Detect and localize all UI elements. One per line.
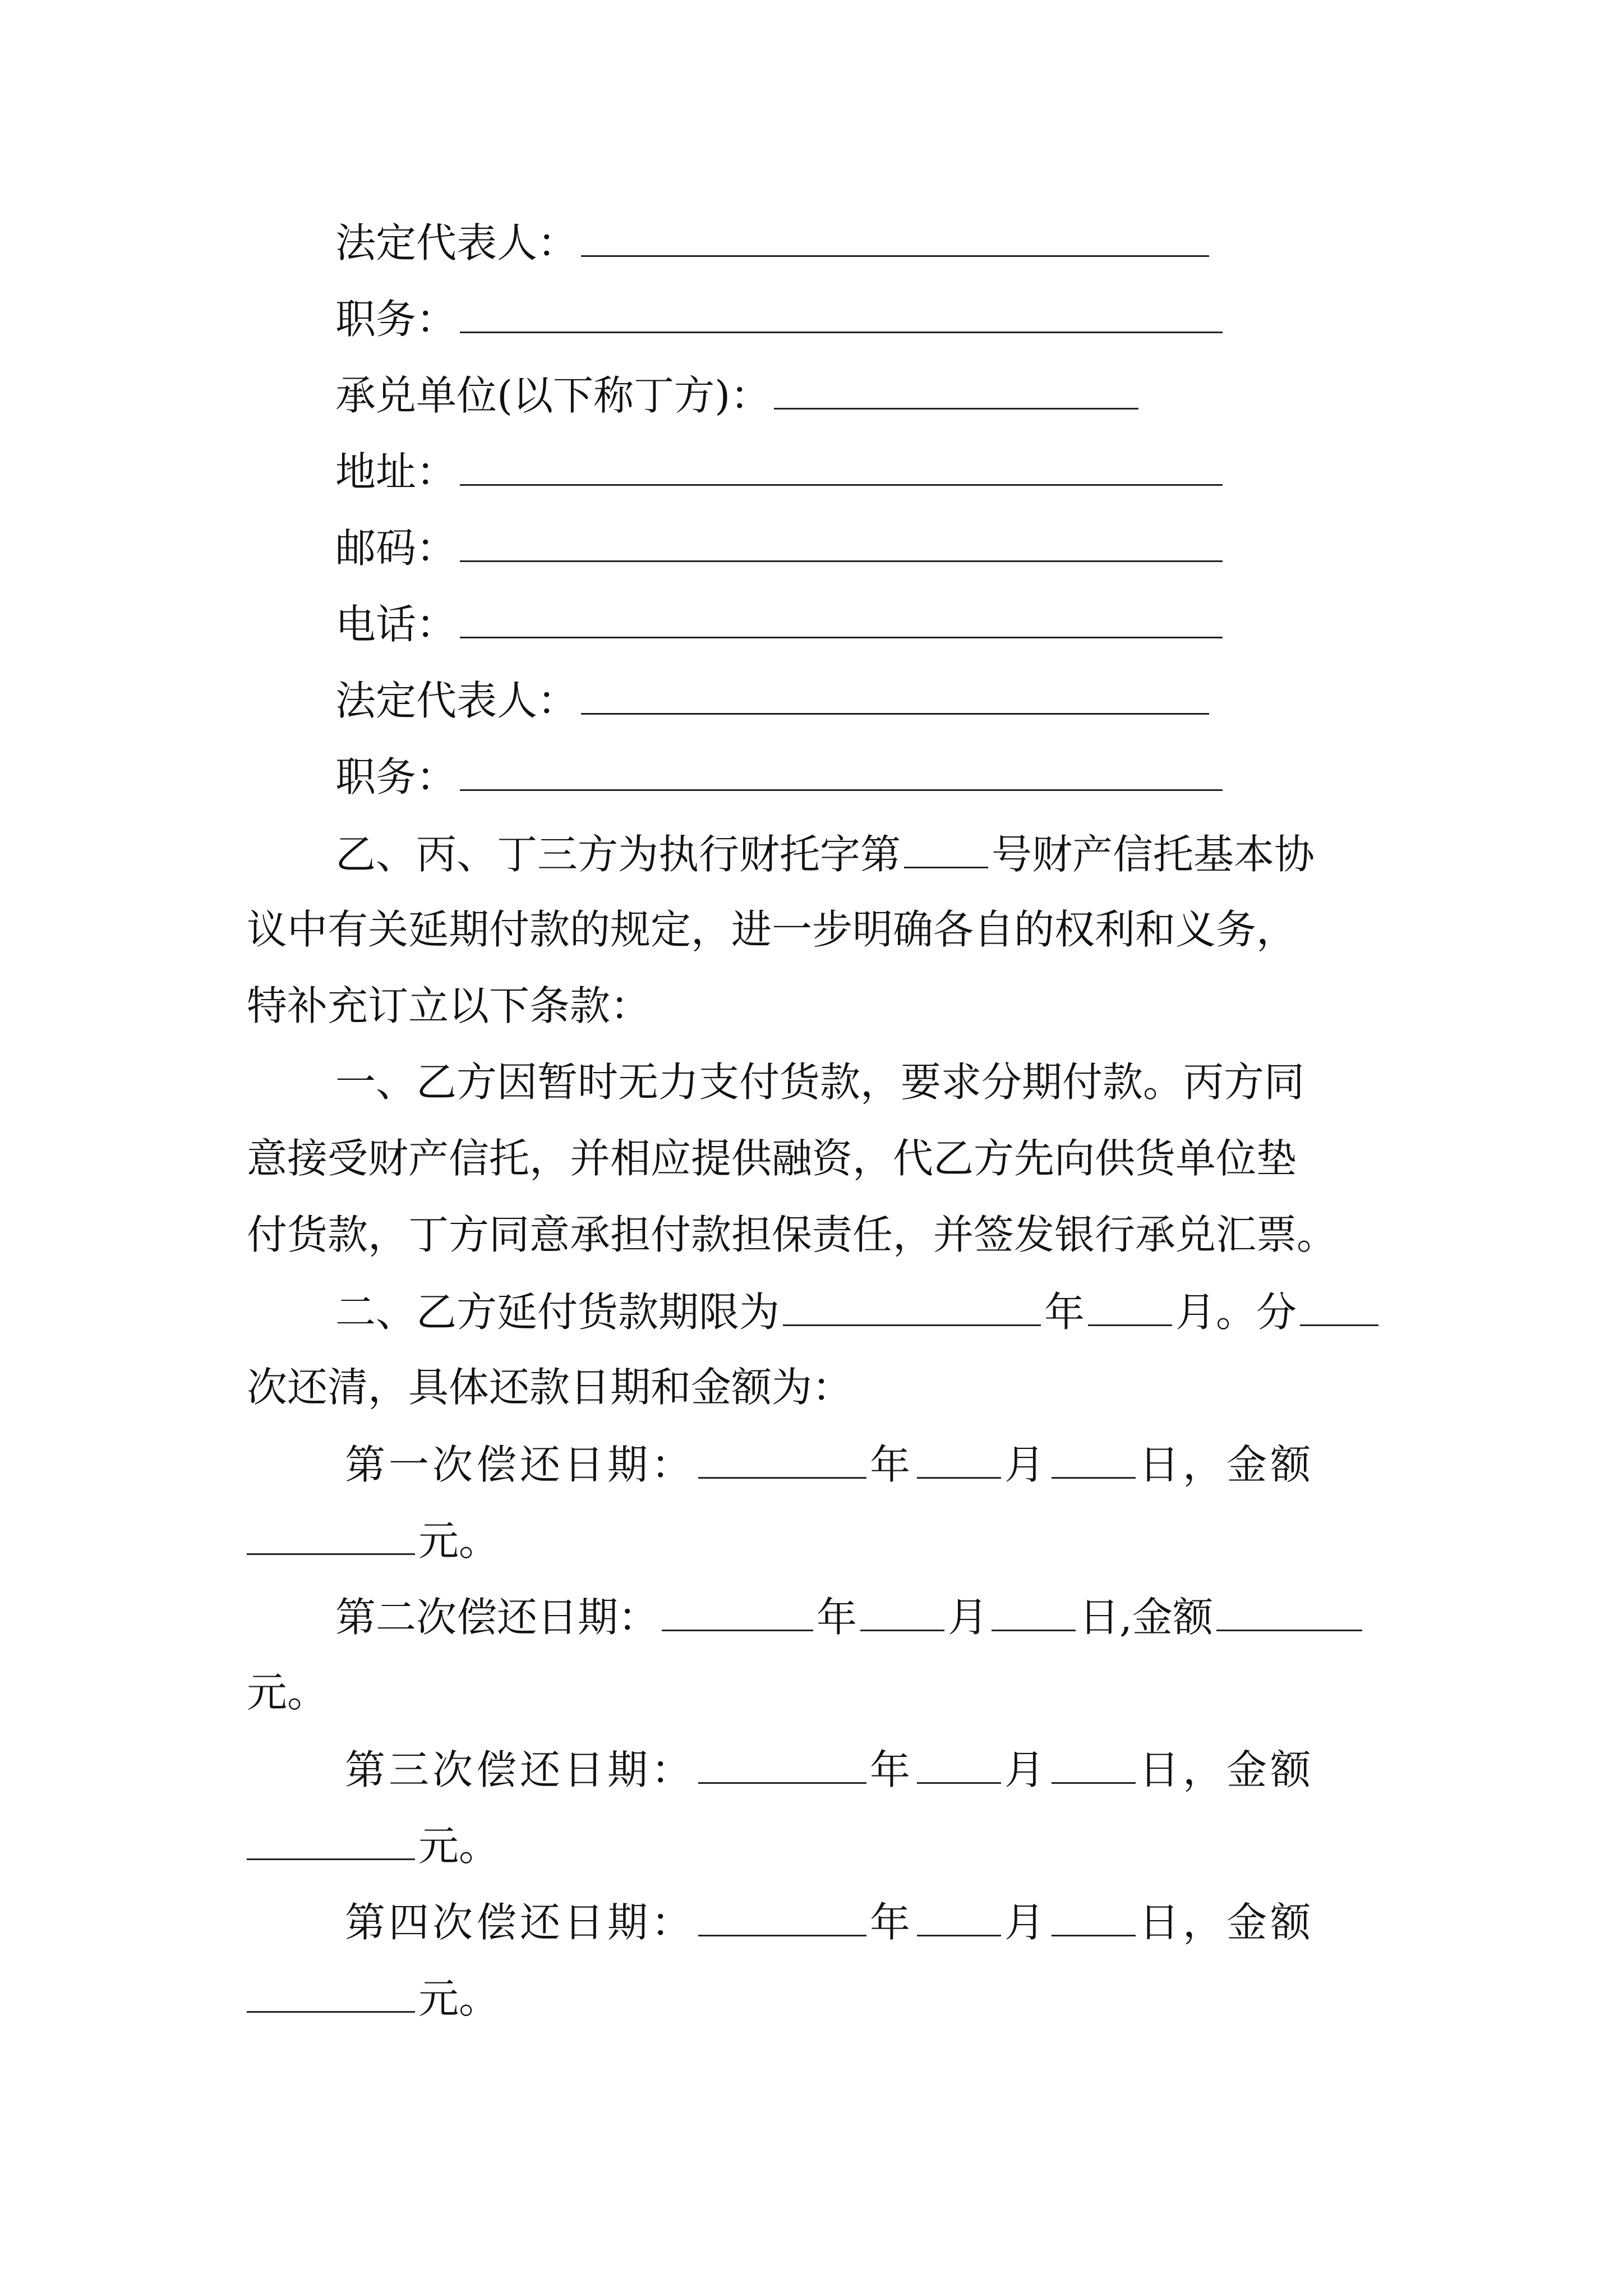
payment-4-amount-blank[interactable]	[247, 1977, 415, 2013]
payment-2-line1: 第二次偿还日期： 年 月 日, 金额	[335, 1596, 1366, 1637]
payment-1-day-blank[interactable]	[1052, 1443, 1136, 1479]
installments-blank[interactable]	[1300, 1291, 1378, 1326]
payment-2-month-blank[interactable]	[860, 1596, 944, 1631]
payment-1-amount-blank[interactable]	[247, 1520, 415, 1555]
field-legal-rep-1	[335, 219, 1212, 266]
field-label: 电话：	[335, 601, 457, 648]
payment-2-year-blank[interactable]	[662, 1596, 813, 1631]
payment-3-line1: 第三次偿还日期： 年 月 日， 金额	[345, 1746, 1315, 1793]
payment-1-month-blank[interactable]	[917, 1443, 1001, 1479]
payment-2-amount-blank[interactable]	[1216, 1596, 1362, 1631]
field-blank[interactable]	[581, 222, 1209, 257]
field-blank[interactable]	[460, 450, 1223, 486]
field-legal-rep-2	[335, 677, 1212, 724]
field-label: 法定代表人：	[335, 677, 578, 724]
payment-1-year-blank[interactable]	[698, 1443, 866, 1479]
payment-4-day-blank[interactable]	[1052, 1901, 1136, 1936]
term-months-blank[interactable]	[1088, 1291, 1172, 1326]
field-blank[interactable]	[460, 756, 1223, 791]
field-postcode	[335, 524, 1226, 572]
para1-line3: 特补充订立以下条款：	[247, 982, 651, 1029]
para2-line2: 意接受财产信托，并相应提供融资，代乙方先向供货单位垫	[247, 1135, 1297, 1182]
field-phone	[335, 601, 1226, 648]
field-blank[interactable]	[460, 603, 1223, 638]
field-title-1	[335, 296, 1226, 343]
payment-1-line1: 第一次偿还日期： 年 月 日， 金额	[345, 1441, 1315, 1488]
field-blank[interactable]	[581, 679, 1209, 715]
payment-3-line2: 元。	[247, 1825, 499, 1866]
para2-line1: 一、乙方因暂时无力支付货款，要求分期付款。丙方同	[335, 1059, 1305, 1106]
para1-line2: 议中有关延期付款的规定，进一步明确各自的权利和义务，	[247, 906, 1297, 953]
payment-2-day-blank[interactable]	[992, 1596, 1076, 1631]
para3-line2: 次还清，具体还款日期和金额为：	[247, 1364, 853, 1411]
field-address	[335, 448, 1226, 495]
field-acceptor	[335, 372, 1142, 419]
para2-line3: 付货款，丁方同意承担付款担保责任，并签发银行承兑汇票。	[247, 1211, 1338, 1258]
payment-3-day-blank[interactable]	[1052, 1749, 1136, 1784]
field-label: 承兑单位(以下称丁方)：	[335, 372, 771, 419]
payment-3-amount-blank[interactable]	[247, 1825, 415, 1860]
term-years-blank[interactable]	[783, 1291, 1041, 1326]
payment-3-year-blank[interactable]	[698, 1749, 866, 1784]
payment-4-line2: 元。	[247, 1977, 499, 2019]
field-blank[interactable]	[774, 374, 1138, 409]
field-blank[interactable]	[460, 527, 1223, 562]
payment-2-line2: 元。	[247, 1669, 328, 1716]
para3-line1: 二、乙方延付货款期限为 年 月。分	[335, 1291, 1382, 1332]
payment-4-year-blank[interactable]	[698, 1901, 866, 1936]
payment-4-line1: 第四次偿还日期： 年 月 日， 金额	[345, 1899, 1315, 1946]
payment-4-month-blank[interactable]	[917, 1901, 1001, 1936]
field-label: 职务：	[335, 753, 457, 800]
field-label: 地址：	[335, 448, 457, 495]
agreement-number-blank[interactable]	[904, 833, 988, 868]
payment-1-line2: 元。	[247, 1520, 499, 1561]
field-label: 邮码：	[335, 524, 457, 572]
payment-3-month-blank[interactable]	[917, 1749, 1001, 1784]
field-title-2	[335, 753, 1226, 800]
field-label: 法定代表人：	[335, 219, 578, 266]
para1-line1: 乙、丙、丁三方为执行财托字第 号财产信托基本协	[335, 831, 1315, 878]
field-label: 职务：	[335, 296, 457, 343]
field-blank[interactable]	[460, 298, 1223, 333]
